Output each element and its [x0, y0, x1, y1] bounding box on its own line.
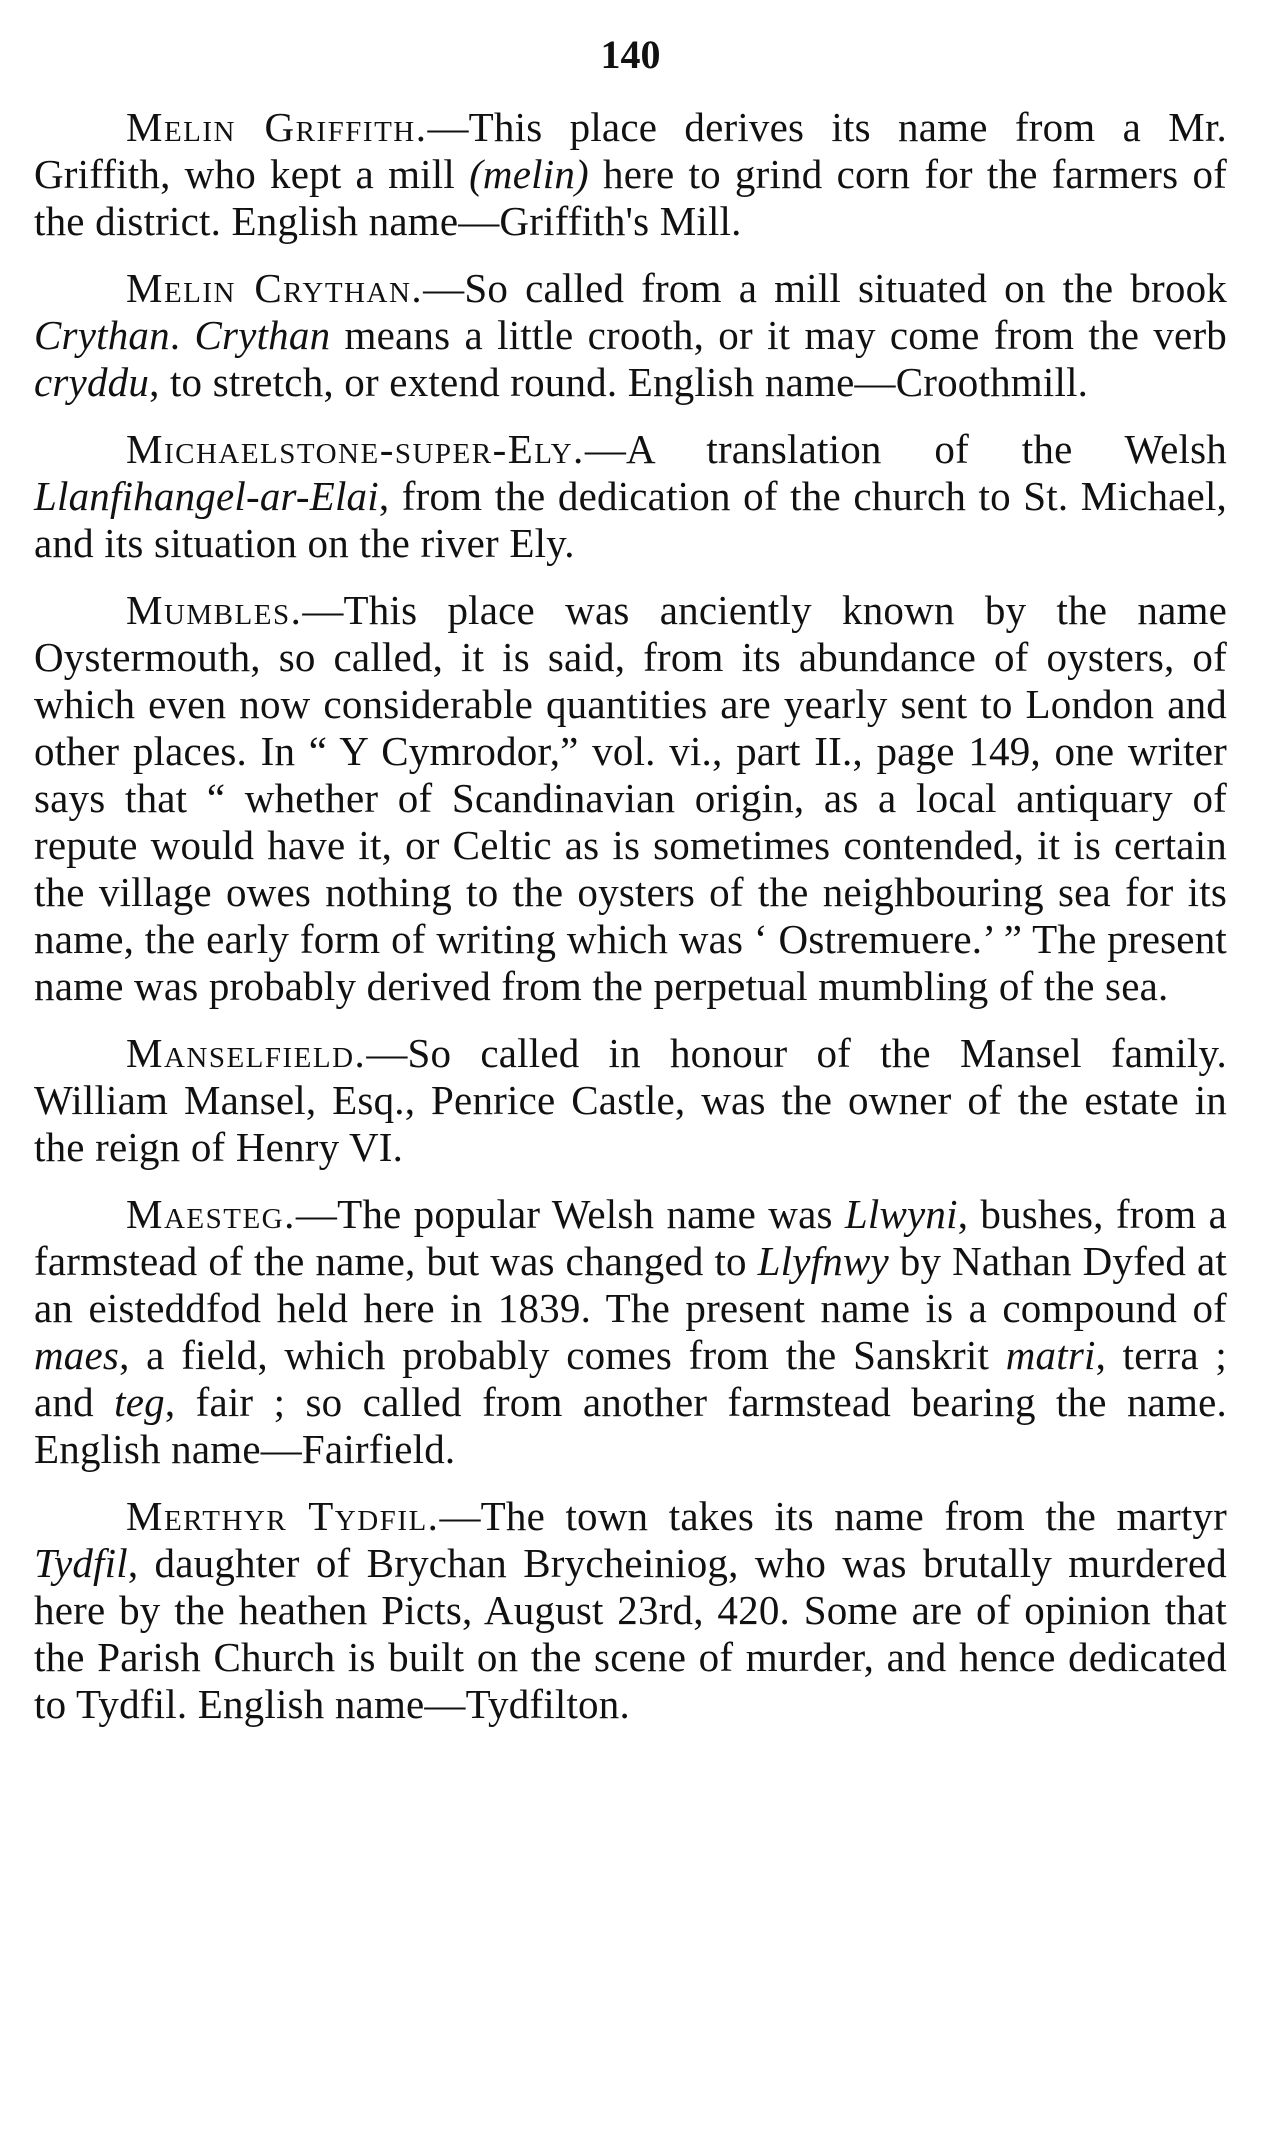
- entry-heading: Merthyr Tydfil.: [126, 1493, 440, 1539]
- entry-melin-griffith: Melin Griffith.—This place derives its name from a Mr. Griffith, who kept a mill (melin) here to grind corn for the farmers of the district. English name—Griffith's Mill.: [34, 104, 1228, 244]
- entry-heading: Michaelstone-super-Ely.: [126, 426, 585, 472]
- entry-heading: Manselfield.: [126, 1030, 367, 1076]
- entry-mumbles: Mumbles.—This place was anciently known by the name Oystermouth, so called, it is said, from its abundance of oysters, of which even now considerable quantities are yearly sent to London and other places. In “ Y Cymrodor,” vol. vi., part II., page 149, one writer says that “ whether of Scandinavian origin, as a local antiquary of repute would have it, or Celtic as is sometimes contended, it is certain the village owes nothing to the oysters of the neighbouring sea for its name, the early form of writing which was ‘ Ostremuere.’ ” The present name was probably derived from the perpetual mumbling of the sea.: [34, 587, 1227, 1009]
- entry-merthyr-tydfil: Merthyr Tydfil.—The town takes its name from the martyr Tydfil, daughter of Brychan Brycheiniog, who was brutally murdered here by the heathen Picts, August 23rd, 420. Some are of opinion that the Parish Church is built on the scene of murder, and hence dedicated to Tydfil. English name—Tydfilton.: [34, 1493, 1227, 1727]
- page-number: 140: [600, 32, 661, 77]
- entry-heading: Melin Crythan.: [126, 265, 424, 311]
- entry-manselfield: Manselfield.—So called in honour of the Mansel family. William Mansel, Esq., Penrice Castle, was the owner of the estate in the reign of Henry VI.: [34, 1030, 1227, 1170]
- entry-melin-crythan: Melin Crythan.—So called from a mill situated on the brook Crythan. Crythan means a little crooth, or it may come from the verb cryddu, to stretch, or extend round. English name—Croothmill.: [34, 265, 1228, 405]
- entry-heading: Maesteg.: [126, 1191, 296, 1237]
- entry-michaelstone-super-ely: Michaelstone-super-Ely.—A translation of the Welsh Llanfihangel-ar-Elai, from the dedication of the church to St. Michael, and its situation on the river Ely.: [34, 426, 1227, 566]
- entry-heading: Mumbles.: [126, 587, 303, 633]
- entry-maesteg: Maesteg.—The popular Welsh name was Llwyni, bushes, from a farmstead of the name, but was changed to Llyfnwy by Nathan Dyfed at an eisteddfod held here in 1839. The present name is a compound of maes, a field, which probably comes from the Sanskrit matri, terra ; and teg, fair ; so called from another farmstead bearing the name. English name—Fairfield.: [34, 1191, 1228, 1472]
- entry-heading: Melin Griffith.: [126, 104, 428, 150]
